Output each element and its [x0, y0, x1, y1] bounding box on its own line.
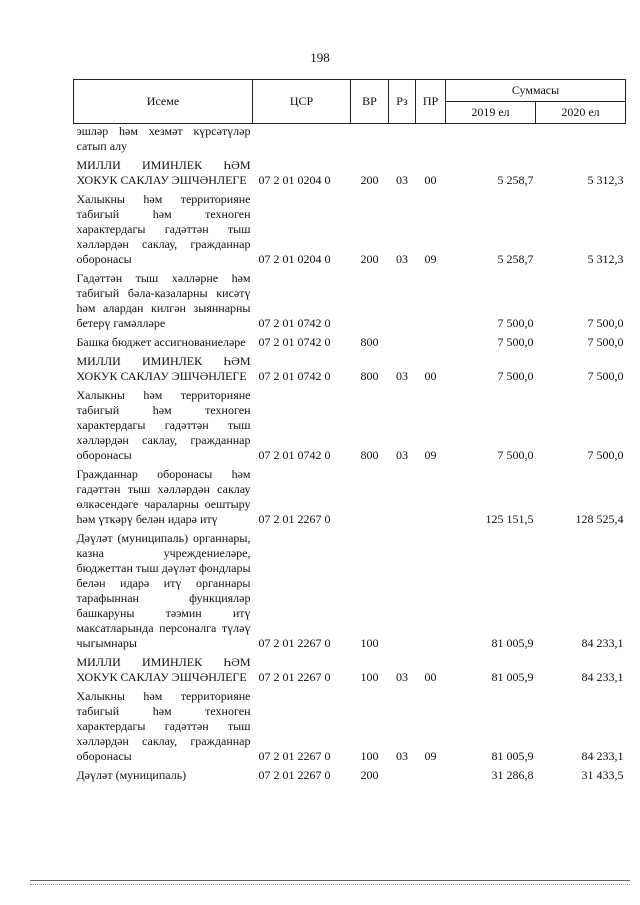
- table-row: [74, 655, 626, 689]
- row-name: Гражданнар оборонасы һәм гадәттән тыш хәлләрдән саклау өлкәсендәге чараларны оештыру һәм үткәрү белән идарә итү: [76, 467, 251, 526]
- row-sum-2020: 7 500,0: [587, 335, 624, 349]
- row-pr: [416, 531, 446, 655]
- row-vr: 100: [360, 670, 379, 684]
- row-rz: 03: [396, 173, 408, 187]
- table-row: [74, 124, 626, 159]
- row-sum-2020: 84 233,1: [581, 636, 624, 650]
- row-name: Башка бюджет ассигнованиеләре: [76, 335, 246, 349]
- row-sum-2020: 7 500,0: [587, 448, 624, 462]
- row-pr: [416, 124, 446, 159]
- footer-rule-dotted: [30, 884, 630, 885]
- row-sum-2020: [536, 124, 626, 159]
- row-vr: 800: [360, 448, 379, 462]
- row-rz: [389, 124, 416, 159]
- row-rz: 03: [396, 252, 408, 266]
- row-csr: 07 2 01 0742 0: [258, 335, 331, 349]
- row-rz: 03: [396, 749, 408, 763]
- row-csr: 07 2 01 0742 0: [258, 448, 331, 462]
- row-pr: 09: [424, 252, 437, 266]
- header-name: Исеме: [74, 80, 253, 124]
- row-sum-2019: 81 005,9: [491, 670, 534, 684]
- row-vr: 200: [360, 252, 379, 266]
- row-sum-2019: 81 005,9: [491, 749, 534, 763]
- row-rz: [389, 531, 416, 655]
- budget-table: [73, 79, 626, 787]
- row-sum-2020: 5 312,3: [587, 173, 624, 187]
- table-row: [74, 271, 626, 335]
- row-pr: 00: [424, 173, 437, 187]
- row-sum-2020: 128 525,4: [575, 512, 624, 526]
- row-sum-2020: 31 433,5: [581, 768, 624, 782]
- row-csr: 07 2 01 2267 0: [258, 749, 331, 763]
- row-pr: 09: [424, 749, 437, 763]
- row-sum-2019: 7 500,0: [497, 369, 534, 383]
- row-pr: [416, 467, 446, 531]
- header-year-2019: 2019 ел: [446, 102, 536, 124]
- row-pr: [416, 271, 446, 335]
- row-name: Гадәттән тыш хәлләрне һәм табигый бәла-казаларны кисәтү һәм алардан килгән зыяннарны бетерү гамәлләре: [76, 271, 251, 330]
- row-name: эшләр һәм хезмәт күрсәтүләр сатып алу: [76, 124, 251, 153]
- page-number: 198: [310, 50, 330, 65]
- row-rz: [389, 467, 416, 531]
- row-csr: [253, 124, 351, 159]
- row-sum-2020: 84 233,1: [581, 670, 624, 684]
- row-csr: 07 2 01 0742 0: [258, 369, 331, 383]
- header-rz: Рз: [389, 80, 416, 124]
- row-name: Дәүләт (муниципаль): [76, 768, 187, 782]
- row-csr: 07 2 01 2267 0: [258, 636, 331, 650]
- row-pr: 09: [424, 448, 437, 462]
- row-pr: [416, 768, 446, 787]
- row-sum-2020: 7 500,0: [587, 369, 624, 383]
- row-csr: 07 2 01 2267 0: [258, 670, 331, 684]
- table-row: [74, 689, 626, 768]
- row-name: Дәүләт (муниципаль) органнары, казна учреждениеләре, бюджеттан тыш дәүләт фондлары белән идарә итү органнары тарафыннан функцияләр башкаруны тәэмин итү максатларында персоналга түләү чыгымнары: [76, 531, 251, 650]
- row-vr: 800: [360, 335, 379, 349]
- table-row: [74, 335, 626, 354]
- table-row: [74, 192, 626, 271]
- row-csr: 07 2 01 0204 0: [258, 173, 331, 187]
- row-csr: 07 2 01 2267 0: [258, 768, 331, 782]
- row-sum-2019: [446, 124, 536, 159]
- row-rz: [389, 768, 416, 787]
- row-rz: 03: [396, 448, 408, 462]
- row-name: Халыкны һәм территорияне табигый һәм техноген характердагы гадәттән тыш хәлләрдән саклау, гражданнар оборонасы: [76, 192, 251, 266]
- row-vr: [351, 467, 389, 531]
- row-vr: 200: [360, 173, 379, 187]
- row-sum-2019: 5 258,7: [497, 252, 534, 266]
- table-body: [74, 124, 626, 788]
- row-name: МИЛЛИ ИМИНЛЕК ҺӘМ ХОКУК САКЛАУ ЭШЧӘНЛЕГЕ: [76, 655, 251, 684]
- table-row: [74, 158, 626, 192]
- row-pr: 00: [424, 670, 437, 684]
- row-sum-2020: 7 500,0: [587, 316, 624, 330]
- row-rz: [389, 271, 416, 335]
- row-sum-2019: 125 151,5: [485, 512, 534, 526]
- table-row: [74, 354, 626, 388]
- row-pr: 00: [424, 369, 437, 383]
- footer-rule: [30, 880, 630, 881]
- row-vr: [351, 124, 389, 159]
- row-csr: 07 2 01 2267 0: [258, 512, 331, 526]
- row-vr: 100: [360, 749, 379, 763]
- header-sums: Суммасы: [446, 80, 626, 102]
- row-sum-2019: 7 500,0: [497, 335, 534, 349]
- header-vr: ВР: [351, 80, 389, 124]
- row-sum-2019: 7 500,0: [497, 448, 534, 462]
- row-name: МИЛЛИ ИМИНЛЕК ҺӘМ ХОКУК САКЛАУ ЭШЧӘНЛЕГЕ: [76, 158, 251, 187]
- header-year-2020: 2020 ел: [536, 102, 626, 124]
- header-pr: ПР: [416, 80, 446, 124]
- row-vr: 800: [360, 369, 379, 383]
- row-csr: 07 2 01 0742 0: [258, 316, 331, 330]
- row-name: Халыкны һәм территорияне табигый һәм техноген характердагы гадәттән тыш хәлләрдән саклау, гражданнар оборонасы: [76, 689, 251, 763]
- row-name: Халыкны һәм территорияне табигый һәм техноген характердагы гадәттән тыш хәлләрдән саклау, гражданнар оборонасы: [76, 388, 251, 462]
- row-vr: [351, 271, 389, 335]
- row-rz: [389, 335, 416, 354]
- row-rz: 03: [396, 670, 408, 684]
- row-sum-2020: 5 312,3: [587, 252, 624, 266]
- row-sum-2019: 81 005,9: [491, 636, 534, 650]
- row-sum-2019: 7 500,0: [497, 316, 534, 330]
- row-csr: 07 2 01 0204 0: [258, 252, 331, 266]
- row-pr: [416, 335, 446, 354]
- table-row: [74, 388, 626, 467]
- header-csr: ЦСР: [253, 80, 351, 124]
- row-rz: 03: [396, 369, 408, 383]
- row-vr: 100: [360, 636, 379, 650]
- row-sum-2019: 31 286,8: [491, 768, 534, 782]
- row-sum-2020: 84 233,1: [581, 749, 624, 763]
- row-name: МИЛЛИ ИМИНЛЕК ҺӘМ ХОКУК САКЛАУ ЭШЧӘНЛЕГЕ: [76, 354, 251, 383]
- table-row: [74, 531, 626, 655]
- row-sum-2019: 5 258,7: [497, 173, 534, 187]
- table-row: [74, 768, 626, 787]
- row-vr: 200: [360, 768, 379, 782]
- table-row: [74, 467, 626, 531]
